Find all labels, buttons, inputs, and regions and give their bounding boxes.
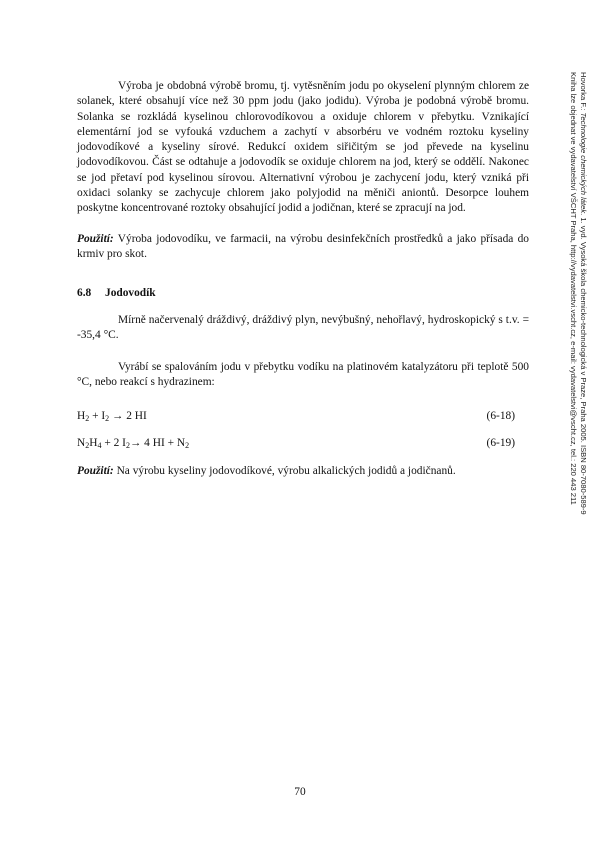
subscript: 2 (125, 441, 130, 450)
use-text-2: Na výrobu kyseliny jodovodíkové, výrobu alkalických jodidů a jodičnanů. (113, 465, 456, 477)
paragraph-hi-properties: Mírně načervenalý dráždivý, dráždivý plyn, nevýbušný, nehořlavý, hydroskopický s t.v. = -35,4 °C. (77, 314, 529, 342)
equation-term: + I (89, 410, 106, 422)
section-heading (77, 287, 156, 299)
equation-term: + 2 I (101, 437, 126, 449)
section-number: 6.8 (77, 287, 92, 299)
use-label-2: Použití: (77, 465, 114, 477)
subscript: 4 (97, 441, 102, 450)
equation-6-19-number: (6-19) (486, 437, 515, 449)
side-citation-line-2: Kniha lze objednat ve vydavatelství VŠCHT Praha, http://vydavatelstvi.vscht.cz, e-mail: vydavatelstvi@vscht.cz, tel.: 220 443 211 (569, 72, 578, 505)
equation-6-19-expression (77, 436, 189, 451)
equation-term: → 4 HI + N (129, 437, 186, 449)
paragraph-iodine-production-text: Výroba je obdobná výrobě bromu, tj. vytěsněním jodu po okyselení plynným chlorem ze solanek, které obsahují více než 30 ppm jodu (jako jodidu). Výroba je podobná výrobě bromu. Solanka se rozkládá kyselinou chlorovodíkovou a oxiduje chlorem v přebytku. Vznikající elementární jod se vyfouká vzduchem a zachytí v absorbéru ve vodném roztoku kyseliny jodovodíkové a kyseliny sírové. Redukcí oxidem siřičitým se jod převede na kyselinu jodovodíkovou. Část se odtahuje a jodovodík se oxiduje chlorem na jod, který se oddělí. Nakonec se jod přetaví pod kyselinou sírovou. Alternativní výrobou je zachycení jodu, který vzniká při oxidaci solanky se zachycuje chlorem jako polyjodid na měniči aniontů. Desorpce louhem poskytne koncentrované roztoky obsahující jodid a jodičnan, které se zpracují na jod. (77, 80, 529, 215)
subscript: 2 (105, 414, 110, 423)
equation-term: H (77, 410, 86, 422)
subscript: 2 (85, 441, 90, 450)
citation-details: . 1. vyd. Vysoká škola chemicko-technologická v Praze, Praha 2005. ISBN 80-7080-589-9 (579, 213, 588, 515)
equation-term: → 2 HI (109, 410, 147, 422)
use-text-1: Výroba jodovodíku, ve farmacii, na výrobu desinfekčních prostředků a jako přísada do krmiv pro skot. (77, 233, 529, 261)
equation-6-18-expression (77, 409, 147, 424)
use-label-1: Použití: (77, 233, 114, 245)
equation-term: H (89, 437, 98, 449)
paragraph-hi-production: Vyrábí se spalováním jodu v přebytku vodíku na platinovém katalyzátoru při teplotě 500 °C, nebo reakcí s hydrazinem: (77, 361, 529, 389)
side-citation (568, 72, 588, 515)
page-number: 70 (294, 786, 306, 798)
section-title: Jodovodík (105, 287, 156, 299)
subscript: 2 (185, 441, 190, 450)
subscript: 2 (85, 414, 90, 423)
equation-6-18-number: (6-18) (486, 410, 515, 422)
side-citation-line-1 (578, 72, 588, 515)
paragraph-iodine-production (77, 79, 529, 232)
paragraph-iodine-use (77, 232, 529, 263)
citation-title: Technologie chemických látek (579, 112, 588, 214)
equation-term: N (77, 437, 86, 449)
citation-author: Hovorka F.: (579, 72, 588, 113)
paragraph-hi-use (77, 464, 529, 479)
